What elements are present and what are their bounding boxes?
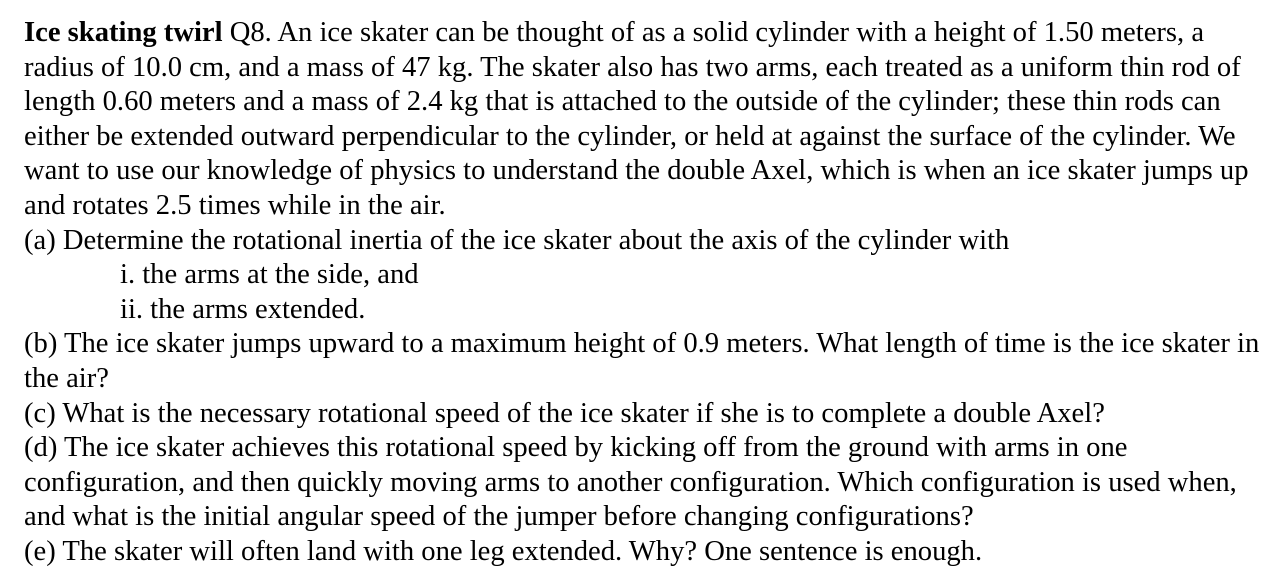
question-intro-text: Q8. An ice skater can be thought of as a solid cylinder with a height of 1.50 meters, a radius of 10.0 cm, and a mass of 47 kg. The skater also has two arms, each treated as a uniform thin rod of length 0.60 meters and a mass of 2.4 kg that is attached to the outside of the cylinder; these thin rods can either be extended outward perpendicular to the cylinder, or held at against the surface of the cylinder. We want to use our knowledge of physics to understand the double Axel, which is when an ice skater jumps up and rotates 2.5 times while in the air. bbox=[24, 17, 1249, 221]
part-a: (a) Determine the rotational inertia of the ice skater about the axis of the cylinder with bbox=[24, 224, 1010, 256]
question-title: Ice skating twirl bbox=[24, 17, 223, 48]
question-intro-paragraph bbox=[24, 16, 1264, 224]
part-a-i: i. the arms at the side, and bbox=[120, 259, 419, 291]
part-a-ii: ii. the arms extended. bbox=[120, 293, 366, 325]
part-e: (e) The skater will often land with one leg extended. Why? One sentence is enough. bbox=[24, 535, 983, 567]
question-document bbox=[24, 16, 1264, 570]
part-b: (b) The ice skater jumps upward to a maximum height of 0.9 meters. What length of time is the ice skater in the air? bbox=[24, 328, 1260, 394]
part-c: (c) What is the necessary rotational speed of the ice skater if she is to complete a double Axel? bbox=[24, 397, 1105, 429]
part-d: (d) The ice skater achieves this rotational speed by kicking off from the ground with arms in one configuration, and then quickly moving arms to another configuration. Which configuration is used when, and what is the initial angular speed of the jumper before changing configurations? bbox=[24, 432, 1237, 533]
